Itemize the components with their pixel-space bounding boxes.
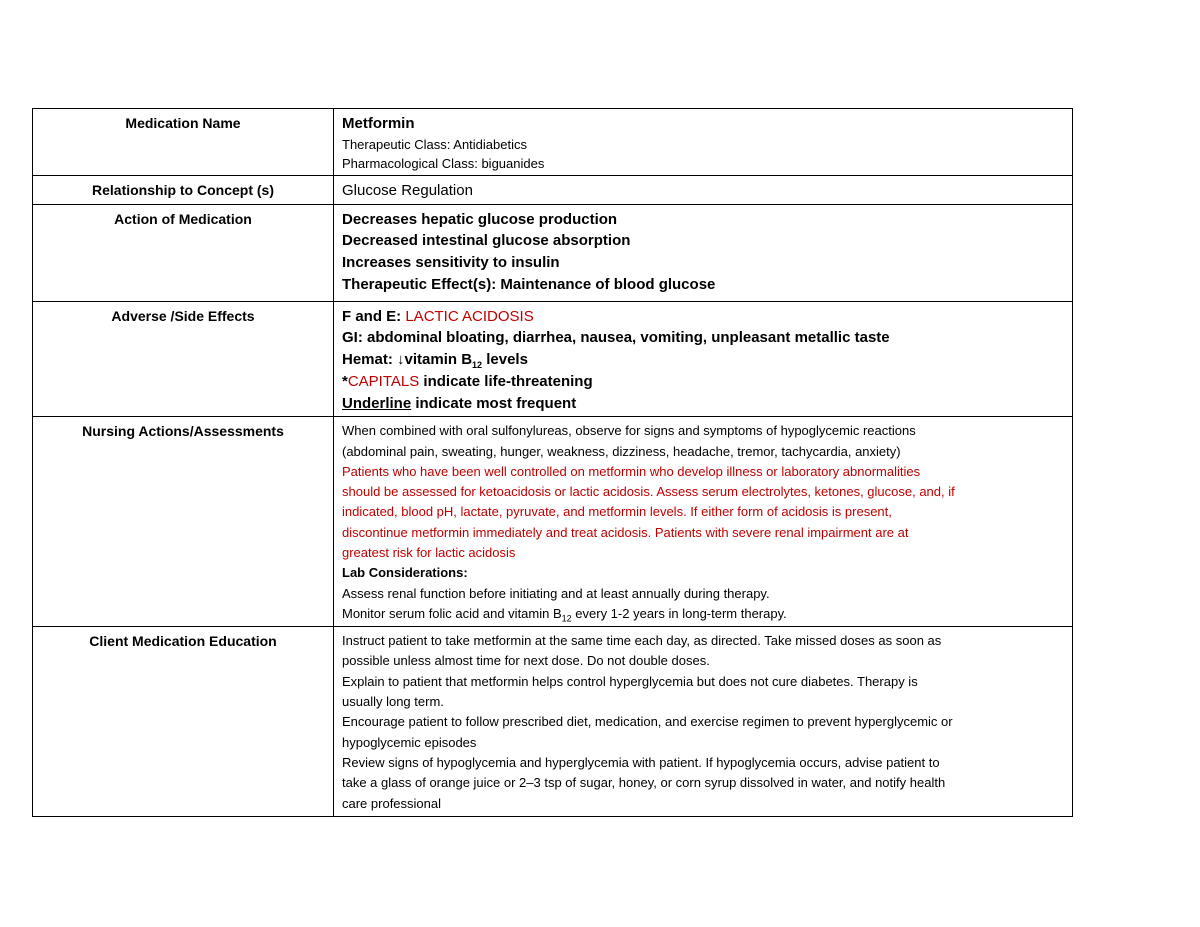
adverse-label: Adverse /Side Effects [33,301,334,417]
medication-name-cell [334,109,1073,176]
row-nursing [33,417,1073,627]
nursing-line: When combined with oral sulfonylureas, observe for signs and symptoms of hypoglycemic reactions [342,423,916,439]
education-line: hypoglycemic episodes [342,734,477,750]
underline-line [342,393,1066,415]
action-cell [334,204,1073,301]
education-cell [334,627,1073,817]
row-adverse [33,301,1073,417]
education-label: Client Medication Education [33,627,334,817]
medication-name-label: Medication Name [33,109,334,176]
education-line: Review signs of hypoglycemia and hyperglycemia with patient. If hypoglycemia occurs, advise patient to [342,754,940,770]
row-education [33,627,1073,817]
concept-cell [334,175,1073,204]
row-action [33,204,1073,301]
adverse-cell [334,301,1073,417]
education-line: usually long term. [342,694,444,710]
capitals-star: * [342,372,348,390]
nursing-label: Nursing Actions/Assessments [33,417,334,627]
education-line: Instruct patient to take metformin at the same time each day, as directed. Take missed doses as soon as [342,633,942,649]
action-line: Decreased intestinal glucose absorption [342,232,631,250]
lab-line [342,604,1066,624]
pharmacological-class: Pharmacological Class: biguanides [342,155,545,171]
concept-value: Glucose Regulation [342,181,473,199]
hemat-subscript: 12 [472,360,483,371]
concept-label: Relationship to Concept (s) [33,175,334,204]
capitals-rest: indicate life-threatening [419,372,593,390]
lab-line2-prefix: Monitor serum folic acid and vitamin B [342,605,562,621]
education-line: Explain to patient that metformin helps control hyperglycemia but does not cure diabetes. Therapy is [342,673,918,689]
education-line: Encourage patient to follow prescribed diet, medication, and exercise regimen to prevent hyperglycemic or [342,714,953,730]
row-medication-name [33,109,1073,176]
action-line: Increases sensitivity to insulin [342,254,560,272]
medication-name: Metformin [342,115,415,132]
gi-line: GI: abdominal bloating, diarrhea, nausea, vomiting, unpleasant metallic taste [342,329,890,347]
education-line: possible unless almost time for next dose. Do not double doses. [342,653,710,669]
lab-line2-suffix: every 1-2 years in long-term therapy. [571,605,787,621]
nursing-warning-line: Patients who have been well controlled on metformin who develop illness or laboratory abnormalities [342,463,921,479]
nursing-cell [334,417,1073,627]
hemat-suffix: levels [482,351,528,369]
fe-line [342,306,1066,328]
medication-card [32,108,1073,817]
medication-table [32,108,1073,817]
action-label: Action of Medication [33,204,334,301]
underline-word: Underline [342,394,412,412]
capitals-line [342,371,1066,393]
row-concept [33,175,1073,204]
action-line: Therapeutic Effect(s): Maintenance of blood glucose [342,275,716,293]
fe-prefix: F and E: [342,307,406,325]
lab-line2-subscript: 12 [561,613,572,624]
education-line: take a glass of orange juice or 2–3 tsp of sugar, honey, or corn syrup dissolved in water, and notify health [342,775,946,791]
nursing-warning-line: discontinue metformin immediately and treat acidosis. Patients with severe renal impairment are at [342,524,909,540]
lab-line: Assess renal function before initiating and at least annually during therapy. [342,585,770,601]
nursing-warning-line: should be assessed for ketoacidosis or lactic acidosis. Assess serum electrolytes, ketones, glucose, and, if [342,484,955,500]
therapeutic-class: Therapeutic Class: Antidiabetics [342,136,527,152]
action-line: Decreases hepatic glucose production [342,210,618,228]
lab-considerations-heading: Lab Considerations: [342,565,468,581]
underline-rest: indicate most frequent [411,394,577,412]
nursing-line: (abdominal pain, sweating, hunger, weakness, dizziness, headache, tremor, tachycardia, anxiety) [342,443,901,459]
fe-value: LACTIC ACIDOSIS [405,307,534,325]
hemat-line [342,349,1066,371]
hemat-prefix: Hemat: ↓vitamin B [342,351,473,369]
nursing-warning-line: indicated, blood pH, lactate, pyruvate, and metformin levels. If either form of acidosis is present, [342,504,892,520]
nursing-warning-line: greatest risk for lactic acidosis [342,545,516,560]
education-line: care professional [342,795,441,811]
capitals-word: CAPITALS [347,372,420,390]
